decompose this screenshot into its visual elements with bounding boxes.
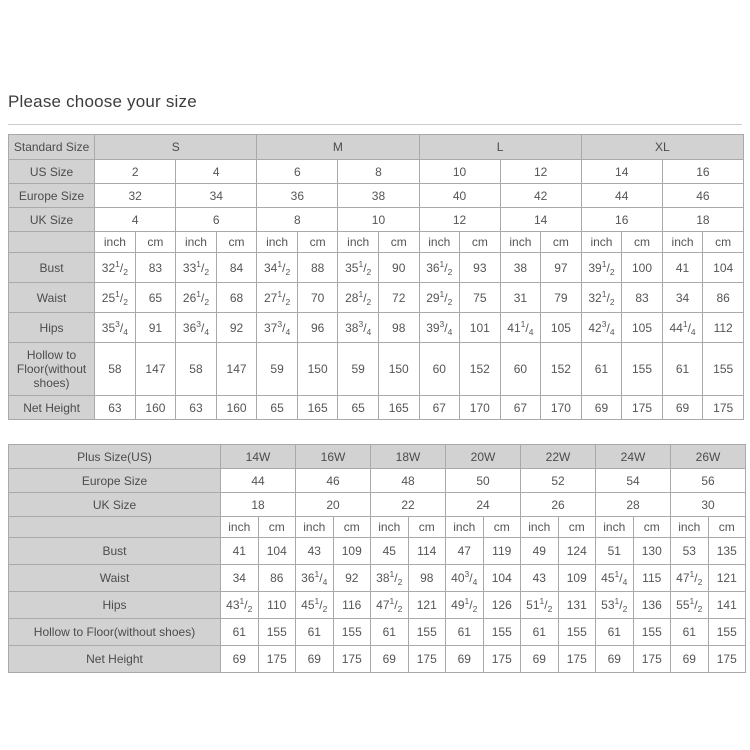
measurement-cell: 98 <box>408 565 446 592</box>
measurement-cell: 69 <box>446 646 484 673</box>
measurement-cell: 86 <box>258 565 296 592</box>
size-value-cell: 48 <box>371 469 446 493</box>
measurement-cell: 175 <box>483 646 521 673</box>
row-label-cell: UK Size <box>9 493 221 517</box>
measurement-cell: 69 <box>521 646 559 673</box>
size-value-cell: 18 <box>221 493 296 517</box>
measurement-cell: $47^1/_2$ <box>671 565 709 592</box>
measurement-cell: 83 <box>135 253 176 283</box>
unit-cell: inch <box>500 232 541 253</box>
measurement-cell: 86 <box>703 283 744 313</box>
measurement-cell: $39^1/_2$ <box>581 253 622 283</box>
measurement-cell: 58 <box>95 343 136 396</box>
row-label-cell: Plus Size(US) <box>9 445 221 469</box>
measurement-cell: 152 <box>541 343 582 396</box>
measurement-cell: $38^3/_4$ <box>338 313 379 343</box>
measurement-cell: $51^1/_2$ <box>521 592 559 619</box>
size-value-cell: 54 <box>596 469 671 493</box>
unit-cell: cm <box>633 517 671 538</box>
unit-cell: cm <box>558 517 596 538</box>
measurement-cell: 65 <box>257 396 298 420</box>
unit-cell: cm <box>333 517 371 538</box>
measurement-cell: 65 <box>338 396 379 420</box>
measurement-cell: 130 <box>633 538 671 565</box>
measurement-cell: 175 <box>558 646 596 673</box>
measurement-cell: 155 <box>703 343 744 396</box>
unit-cell: cm <box>703 232 744 253</box>
measurement-cell: 141 <box>708 592 746 619</box>
size-value-cell: 30 <box>671 493 746 517</box>
measurement-row <box>9 592 746 619</box>
unit-cell: cm <box>483 517 521 538</box>
measurement-cell: $40^3/_4$ <box>446 565 484 592</box>
size-value-cell: 8 <box>338 160 419 184</box>
measurement-cell: 61 <box>296 619 334 646</box>
measurement-cell: 147 <box>135 343 176 396</box>
row-label-cell: Hollow to Floor(without shoes) <box>9 343 95 396</box>
measurement-cell: $32^1/_2$ <box>95 253 136 283</box>
size-value-cell: 22W <box>521 445 596 469</box>
unit-row <box>9 232 744 253</box>
measurement-cell: 60 <box>419 343 460 396</box>
measurement-cell: 67 <box>419 396 460 420</box>
measurement-row <box>9 538 746 565</box>
measurement-cell: 75 <box>460 283 501 313</box>
row-label-cell <box>9 232 95 253</box>
unit-cell: cm <box>135 232 176 253</box>
size-value-cell: 28 <box>596 493 671 517</box>
measurement-cell: 175 <box>633 646 671 673</box>
measurement-cell: 155 <box>483 619 521 646</box>
measurement-cell: 53 <box>671 538 709 565</box>
measurement-cell: 96 <box>297 313 338 343</box>
measurement-cell: 69 <box>221 646 259 673</box>
measurement-cell: 63 <box>95 396 136 420</box>
measurement-cell: 126 <box>483 592 521 619</box>
row-label-cell: Hollow to Floor(without shoes) <box>9 619 221 646</box>
measurement-cell: 175 <box>408 646 446 673</box>
measurement-cell: 41 <box>662 253 703 283</box>
standard-size-table <box>8 134 744 420</box>
unit-cell: inch <box>221 517 259 538</box>
measurement-cell: 105 <box>541 313 582 343</box>
size-value-cell: 26 <box>521 493 596 517</box>
measurement-cell: 121 <box>708 565 746 592</box>
measurement-cell: 150 <box>378 343 419 396</box>
measurement-cell: 110 <box>258 592 296 619</box>
size-value-cell: 6 <box>176 208 257 232</box>
size-value-cell: 50 <box>446 469 521 493</box>
size-value-cell: 44 <box>221 469 296 493</box>
size-group-cell: XL <box>581 135 743 160</box>
size-value-cell: 4 <box>95 208 176 232</box>
size-value-cell: 10 <box>338 208 419 232</box>
measurement-cell: 88 <box>297 253 338 283</box>
size-value-cell: 36 <box>257 184 338 208</box>
measurement-cell: 92 <box>216 313 257 343</box>
measurement-cell: 155 <box>558 619 596 646</box>
unit-cell: inch <box>176 232 217 253</box>
measurement-cell: 150 <box>297 343 338 396</box>
unit-cell: cm <box>460 232 501 253</box>
measurement-cell: 175 <box>333 646 371 673</box>
measurement-cell: 61 <box>596 619 634 646</box>
size-value-cell: 18 <box>662 208 743 232</box>
measurement-cell: 175 <box>703 396 744 420</box>
measurement-cell: 58 <box>176 343 217 396</box>
measurement-cell: $42^3/_4$ <box>581 313 622 343</box>
size-value-cell: 20 <box>296 493 371 517</box>
measurement-cell: $45^1/_4$ <box>596 565 634 592</box>
measurement-cell: 104 <box>258 538 296 565</box>
page-title: Please choose your size <box>8 92 197 111</box>
unit-cell: inch <box>95 232 136 253</box>
size-value-cell: 12 <box>500 160 581 184</box>
size-value-cell: 16 <box>581 208 662 232</box>
row-label-cell: Europe Size <box>9 469 221 493</box>
measurement-cell: $38^1/_2$ <box>371 565 409 592</box>
measurement-cell: 69 <box>662 396 703 420</box>
size-group-cell: M <box>257 135 419 160</box>
size-row <box>9 208 744 232</box>
measurement-cell: 69 <box>596 646 634 673</box>
measurement-cell: 116 <box>333 592 371 619</box>
measurement-cell: $45^1/_2$ <box>296 592 334 619</box>
size-value-cell: 12 <box>419 208 500 232</box>
size-value-cell: 4 <box>176 160 257 184</box>
measurement-cell: $28^1/_2$ <box>338 283 379 313</box>
size-value-cell: 42 <box>500 184 581 208</box>
measurement-cell: 155 <box>622 343 663 396</box>
unit-cell: inch <box>338 232 379 253</box>
unit-cell: cm <box>541 232 582 253</box>
measurement-cell: 69 <box>296 646 334 673</box>
plus-size-table-wrap <box>8 444 742 673</box>
size-value-cell: 24W <box>596 445 671 469</box>
size-value-cell: 6 <box>257 160 338 184</box>
size-value-cell: 52 <box>521 469 596 493</box>
measurement-cell: 43 <box>296 538 334 565</box>
size-value-cell: 8 <box>257 208 338 232</box>
measurement-cell: 98 <box>378 313 419 343</box>
row-label-cell: US Size <box>9 160 95 184</box>
measurement-cell: 92 <box>333 565 371 592</box>
measurement-cell: 109 <box>558 565 596 592</box>
measurement-cell: 45 <box>371 538 409 565</box>
measurement-cell: $39^3/_4$ <box>419 313 460 343</box>
measurement-cell: 124 <box>558 538 596 565</box>
measurement-cell: 114 <box>408 538 446 565</box>
measurement-cell: 115 <box>633 565 671 592</box>
measurement-row <box>9 313 744 343</box>
measurement-cell: 61 <box>371 619 409 646</box>
unit-cell: cm <box>216 232 257 253</box>
size-value-cell: 22 <box>371 493 446 517</box>
size-value-cell: 46 <box>296 469 371 493</box>
measurement-cell: 38 <box>500 253 541 283</box>
size-row <box>9 445 746 469</box>
measurement-cell: $29^1/_2$ <box>419 283 460 313</box>
measurement-cell: 68 <box>216 283 257 313</box>
measurement-row <box>9 253 744 283</box>
measurement-cell: $33^1/_2$ <box>176 253 217 283</box>
measurement-cell: $53^1/_2$ <box>596 592 634 619</box>
size-row <box>9 493 746 517</box>
size-value-cell: 14W <box>221 445 296 469</box>
measurement-cell: 147 <box>216 343 257 396</box>
measurement-cell: $43^1/_2$ <box>221 592 259 619</box>
unit-cell: inch <box>596 517 634 538</box>
row-label-cell: UK Size <box>9 208 95 232</box>
measurement-cell: 69 <box>371 646 409 673</box>
unit-cell: cm <box>622 232 663 253</box>
unit-cell: cm <box>378 232 419 253</box>
unit-cell: cm <box>408 517 446 538</box>
measurement-cell: 41 <box>221 538 259 565</box>
measurement-cell: 160 <box>135 396 176 420</box>
row-label-cell: Bust <box>9 538 221 565</box>
size-value-cell: 2 <box>95 160 176 184</box>
unit-cell: inch <box>296 517 334 538</box>
row-label-cell: Waist <box>9 565 221 592</box>
size-value-cell: 40 <box>419 184 500 208</box>
measurement-row <box>9 565 746 592</box>
measurement-cell: 100 <box>622 253 663 283</box>
measurement-cell: 136 <box>633 592 671 619</box>
size-row <box>9 469 746 493</box>
unit-cell: inch <box>371 517 409 538</box>
size-row <box>9 160 744 184</box>
measurement-cell: 97 <box>541 253 582 283</box>
measurement-cell: 34 <box>662 283 703 313</box>
row-label-cell: Net Height <box>9 396 95 420</box>
row-label-cell: Hips <box>9 592 221 619</box>
unit-row <box>9 517 746 538</box>
measurement-cell: 84 <box>216 253 257 283</box>
measurement-cell: 104 <box>703 253 744 283</box>
measurement-cell: 101 <box>460 313 501 343</box>
measurement-cell: $36^3/_4$ <box>176 313 217 343</box>
measurement-cell: 65 <box>135 283 176 313</box>
measurement-cell: 121 <box>408 592 446 619</box>
standard-header-row <box>9 135 744 160</box>
size-value-cell: 18W <box>371 445 446 469</box>
measurement-cell: 135 <box>708 538 746 565</box>
measurement-cell: $36^1/_2$ <box>419 253 460 283</box>
size-row <box>9 184 744 208</box>
measurement-cell: 175 <box>708 646 746 673</box>
size-value-cell: 44 <box>581 184 662 208</box>
measurement-cell: 152 <box>460 343 501 396</box>
measurement-cell: 59 <box>338 343 379 396</box>
measurement-cell: 63 <box>176 396 217 420</box>
measurement-cell: 170 <box>460 396 501 420</box>
measurement-cell: $35^3/_4$ <box>95 313 136 343</box>
measurement-cell: $47^1/_2$ <box>371 592 409 619</box>
size-value-cell: 14 <box>581 160 662 184</box>
measurement-cell: $34^1/_2$ <box>257 253 298 283</box>
unit-cell: inch <box>662 232 703 253</box>
size-value-cell: 32 <box>95 184 176 208</box>
measurement-cell: $26^1/_2$ <box>176 283 217 313</box>
size-value-cell: 24 <box>446 493 521 517</box>
measurement-cell: 49 <box>521 538 559 565</box>
measurement-cell: 61 <box>662 343 703 396</box>
measurement-cell: 175 <box>622 396 663 420</box>
unit-cell: cm <box>258 517 296 538</box>
row-label-cell: Hips <box>9 313 95 343</box>
size-group-cell: S <box>95 135 257 160</box>
measurement-cell: 60 <box>500 343 541 396</box>
measurement-cell: 165 <box>378 396 419 420</box>
measurement-cell: $55^1/_2$ <box>671 592 709 619</box>
divider <box>8 124 742 125</box>
size-value-cell: 16W <box>296 445 371 469</box>
measurement-cell: $35^1/_2$ <box>338 253 379 283</box>
measurement-cell: 170 <box>541 396 582 420</box>
measurement-cell: 72 <box>378 283 419 313</box>
measurement-cell: 43 <box>521 565 559 592</box>
measurement-cell: 31 <box>500 283 541 313</box>
measurement-cell: 175 <box>258 646 296 673</box>
measurement-cell: 155 <box>708 619 746 646</box>
measurement-cell: 155 <box>633 619 671 646</box>
measurement-cell: 61 <box>221 619 259 646</box>
row-label-cell: Waist <box>9 283 95 313</box>
unit-cell: cm <box>297 232 338 253</box>
measurement-cell: 160 <box>216 396 257 420</box>
measurement-cell: 91 <box>135 313 176 343</box>
unit-cell: inch <box>671 517 709 538</box>
measurement-cell: 155 <box>408 619 446 646</box>
measurement-cell: 104 <box>483 565 521 592</box>
measurement-cell: $36^1/_4$ <box>296 565 334 592</box>
measurement-row <box>9 619 746 646</box>
measurement-cell: 165 <box>297 396 338 420</box>
unit-cell: inch <box>521 517 559 538</box>
measurement-cell: 155 <box>258 619 296 646</box>
plus-size-table <box>8 444 746 673</box>
row-label-cell: Net Height <box>9 646 221 673</box>
unit-cell: inch <box>419 232 460 253</box>
measurement-cell: 61 <box>671 619 709 646</box>
row-label-cell: Bust <box>9 253 95 283</box>
measurement-cell: $49^1/_2$ <box>446 592 484 619</box>
size-value-cell: 46 <box>662 184 743 208</box>
row-label-cell <box>9 517 221 538</box>
measurement-cell: 61 <box>446 619 484 646</box>
size-value-cell: 38 <box>338 184 419 208</box>
size-value-cell: 26W <box>671 445 746 469</box>
size-value-cell: 34 <box>176 184 257 208</box>
unit-cell: cm <box>708 517 746 538</box>
measurement-cell: $44^1/_4$ <box>662 313 703 343</box>
measurement-cell: 112 <box>703 313 744 343</box>
unit-cell: inch <box>446 517 484 538</box>
size-value-cell: 16 <box>662 160 743 184</box>
size-value-cell: 56 <box>671 469 746 493</box>
measurement-cell: 61 <box>581 343 622 396</box>
measurement-cell: 61 <box>521 619 559 646</box>
measurement-cell: 90 <box>378 253 419 283</box>
measurement-cell: $41^1/_4$ <box>500 313 541 343</box>
measurement-cell: $27^1/_2$ <box>257 283 298 313</box>
measurement-cell: 93 <box>460 253 501 283</box>
measurement-cell: 69 <box>581 396 622 420</box>
measurement-cell: 83 <box>622 283 663 313</box>
unit-cell: inch <box>257 232 298 253</box>
measurement-row <box>9 343 744 396</box>
measurement-cell: 105 <box>622 313 663 343</box>
measurement-cell: $25^1/_2$ <box>95 283 136 313</box>
measurement-cell: $32^1/_2$ <box>581 283 622 313</box>
measurement-cell: $37^3/_4$ <box>257 313 298 343</box>
measurement-cell: 59 <box>257 343 298 396</box>
measurement-cell: 155 <box>333 619 371 646</box>
measurement-cell: 119 <box>483 538 521 565</box>
unit-cell: inch <box>581 232 622 253</box>
measurement-cell: 70 <box>297 283 338 313</box>
measurement-row <box>9 396 744 420</box>
size-value-cell: 20W <box>446 445 521 469</box>
corner-label-cell: Standard Size <box>9 135 95 160</box>
size-value-cell: 14 <box>500 208 581 232</box>
measurement-cell: 67 <box>500 396 541 420</box>
measurement-cell: 51 <box>596 538 634 565</box>
measurement-cell: 79 <box>541 283 582 313</box>
measurement-cell: 69 <box>671 646 709 673</box>
measurement-cell: 34 <box>221 565 259 592</box>
row-label-cell: Europe Size <box>9 184 95 208</box>
measurement-row <box>9 646 746 673</box>
measurement-cell: 131 <box>558 592 596 619</box>
measurement-cell: 109 <box>333 538 371 565</box>
measurement-row <box>9 283 744 313</box>
measurement-cell: 47 <box>446 538 484 565</box>
size-group-cell: L <box>419 135 581 160</box>
size-value-cell: 10 <box>419 160 500 184</box>
